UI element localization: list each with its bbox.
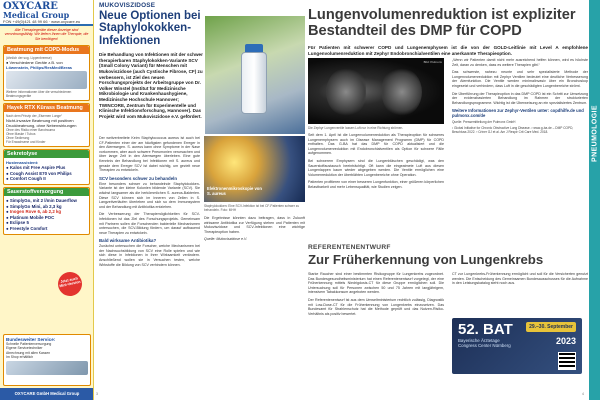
xray-image (308, 58, 444, 124)
body-paragraph: „Wenn wir Patienten damit nicht mehr ausreichend helfen können, wird es höchste Zeit, daran zu denken, dass es weitere Therapien gibt.“ (452, 58, 588, 67)
ad-item-text: Hustenassistent: (6, 160, 39, 166)
ad-service-line: Im Shop erhältlich (6, 355, 34, 360)
bat-year: 2023 (555, 336, 576, 346)
ad-note: Weitere Informationen über die verschiedenen Beatmungsgeräte (6, 90, 72, 99)
body-paragraph: Die Verbesserung der Therapiemöglichkeiten für SCV-Infektionen ist das Ziel des Forschungsprojekts. Gemeinsam mit Partnern sollen die Forschenden bakterielle Mechanismen untersuchen, die SCV-Bildung fördern, um darauf aufbauend neue Therapien zu entwickeln. (99, 212, 200, 235)
article-source: Quelle: Pressemitteilung der Pulmonx GmbH (452, 120, 516, 125)
ad-list-item: ● Freestyle Comfort (6, 225, 48, 231)
ad-list-item: ● Eclipse 5 (6, 220, 29, 226)
ad-item-text: SimplyGo, mit 2 l/min Dauerflow (9, 198, 77, 203)
ad-list-item (6, 65, 87, 70)
page-number-right: 4 (582, 392, 584, 396)
ad-list-item: ● Comfort Cough II (6, 176, 46, 182)
ad-list-item: ● SimplyGo Mini, ab 2,3 kg (6, 203, 62, 209)
body-paragraph: Der weitverbreitete Keim Staphylococcus aureus ist auch bei CF-Patienten einer der am häufigsten gefundenen Erreger in den Atemwegen. S. aureus kann ohne Symptome in der Nase vorkommen, aber auch schwere Pneumonien verursachen und über lange Zeit in den Atemwegen überleben. Eine gute Kenntnis der Behandlung bei Infektionen mit S. aureus und gerade dem Erreger SCV ist dabei wichtig, um gezielt neue Therapien zu entwickeln. (99, 136, 200, 173)
ad-footer: OXYCARE GmbH Medical Group (0, 388, 94, 400)
ad-service-line: Eigene Servicetechniker (6, 346, 43, 351)
bat-name: 52. BAT (458, 321, 513, 338)
body-paragraph: Zunächst untersuchen die Forscher, welche Mechanismen bei der Nachwuchsbildung von SCV eine Rolle spielen und wie sich diese in Infektionen in ihrer Wirksamkeit verändern. Anschließend wollen sie in Versuchen testen, welche Wirkstoffe die Bildung von SCV verhindern können. (99, 244, 200, 267)
body-paragraph: Eine besonders schwer zu behandelnde Staphylokokken-Variante ist der kleine Kolonien bildende Variante (SCV). Sie wächst langsamer als die herkömmlichen S. aureus-Bakterien. Diese SCV können sich im Inneren von Zellen in S. Langzeitverläufen überleben und sich so dem Immunsystem und der Behandlung mit Antibiotika entziehen. (99, 181, 200, 209)
ad-list-item: Ohne des Risiko einer Barotrauma (6, 128, 55, 133)
section-tab-text: PNEUMOLOGIE (591, 105, 599, 162)
inhaler-bottle (241, 52, 267, 114)
ad-item-text: Cough Assist E70 von Philips (9, 170, 72, 176)
body-paragraph: Starke Raucher sind einer bestimmten Risikogruppe für Lungenkrebs zugeordnet. Das Bundesgesundheitsministerium hat einen Referentenentwurf vorgelegt, der eine Früherkennung mittels Niedrigdosis-CT für diese Gruppe ermöglichen soll. Die Untersuchung soll für Personen zwischen 50 und 75 Jahren mit langjährigem, intensivem Tabakkonsum angeboten werden. (308, 272, 444, 295)
ventilator-device-image (6, 71, 87, 89)
ad-list-item: Druckbeatmung, ohne Nebenwirkungen (6, 123, 77, 129)
oxygen-device-image (6, 361, 88, 375)
body-paragraph: Das schwerste, nahezu neunte und sehr spezialisierte Methode der Lungenvolumenreduktion mit Zephyr Ventilen bedeutet eine deutliche Verbesserung der Atemfunktion. Die Ventile werden minimalinvasiv über ein Bronchoskop eingesetzt und verhindern, dass Luft in die geschädigten Lungenbereiche strömt. (452, 70, 588, 88)
article-column-1 (308, 272, 444, 319)
body-paragraph: CT zur Lungenkrebs-Früherkennung ermöglicht und soll für die Versicherten genutzt werden. Die Entscheidung des Gemeinsamen Bundesausschusses für die Aufnahme in den Leistungskatalog steht noch aus. (452, 272, 588, 286)
bat-venue: Congress Center Nürnberg (458, 343, 511, 349)
ad-box-title: Hayek RTX Kürass Beatmung (4, 104, 89, 112)
ad-list-item: ● Cough Assist E70 von Philips (6, 170, 72, 176)
ad-phone: FON +49(0)421 48 99 66 · www.oxycare.eu (3, 19, 81, 24)
ad-list-item: ● Inogen Rove 6, ab 2,2 kg (6, 209, 62, 215)
xray-caption: Die Zephyr Lungenventile lassen Luft nur in eine Richtung strömen. (308, 126, 404, 130)
article-lungenvolumenreduktion (308, 0, 588, 400)
ad-item-text: Eclipse 5 (9, 220, 29, 226)
body-paragraph: Die Überführung der Therapieoption in das DMP COPD ist ein Schritt zur Umsetzung der evidenzbasierten Behandlung im Rahmen der strukturierten Behandlungsprogramme. Wichtig ist die Überweisung an ein spezialisiertes Zentrum. (452, 91, 588, 105)
bat-subtitle: Bayerische Ärztetage (458, 338, 500, 343)
ad-header (0, 0, 93, 26)
ad-list-item: Ohne Sedierung (6, 136, 30, 141)
ad-box-title: Sauerstoffversorgung (4, 188, 89, 196)
article-column-1 (99, 136, 200, 270)
microscopy-caption: Staphylokokken: Eine SCV-Infektion ist bei CF-Patienten schwer zu behandeln. Foto: MHH (204, 204, 300, 212)
ad-service-box (3, 334, 91, 386)
ad-list-item: ● Kalos mit Free Aspire Plus (6, 165, 66, 171)
ad-box-subtitle: Nach dem Prinzip der „Eisernen Lunge“ (6, 114, 62, 119)
ad-box-beatmung (3, 45, 90, 101)
ad-box-sekretolyse (3, 149, 90, 185)
ad-service-title: Bundesweiter Service: (6, 337, 56, 342)
ad-list-item: Für Erwachsene und Kinder (6, 140, 46, 145)
ad-service-line: Abrechnung mit allen Kassen (6, 350, 51, 355)
body-paragraph: Bei schwerem Emphysem sind die Lungenbläschen geschädigt, was den Sauerstoffaustausch beeinträchtigt. Oft kann die eingeatmete Luft aus diesen Lungenlappen kaum wieder abgegeben werden. Die Ventile ermöglichen eine Volumenreduktion der überblähten Lungenbereiche ohne Operation. (308, 158, 444, 177)
ad-item-text: Comfort Cough II (9, 176, 46, 182)
ad-brand-sub: Medical Group (3, 10, 70, 20)
ad-list-item: Nicht-invasive Beatmung mit positiven (6, 118, 74, 124)
oxycare-advertisement (0, 0, 94, 400)
section-tab-label (589, 90, 600, 180)
references: ¹ Global Initiative for Chronic Obstructive Lung Disease. ² www.g-ba.de – DMP COPD, Beschluss 2022. ³ Criner GJ et al. Am J Respir Crit Care Med. 2018. (452, 126, 574, 135)
bat-date: 29.–30. September (526, 322, 576, 332)
xray-credit: Bild: Pulmonx (423, 60, 442, 64)
article-mukoviszidose (99, 0, 305, 400)
article-lead: Für Patienten mit schwerer COPD und Lungenemphysem ist die von der GOLD-Leitlinie mit Level A empfohlene Lungenvolumenreduktion mit Zephyr Endobronchialventilen eine anerkannte Therapieoption. (308, 45, 588, 56)
article-source: Quelle: Mukoviszidose e.V. (204, 237, 248, 242)
article-column-1 (308, 58, 444, 193)
ad-item-text: Kalos mit Free Aspire Plus (9, 165, 66, 171)
ad-service-line: Schnelle Patientenversorgung (6, 342, 52, 346)
article-title: Lungenvolumenreduktion ist expliziter Bestandteil des DMP für COPD (308, 7, 576, 39)
article-lead: Die Behandlung von Infektionen mit der schwer therapierbaren Staphylokokken-Variante SCV (Small Colony Variant) für Menschen mit Mukoviszidose (auch Cystische Fibrose, CF) zu verbessern, ist Ziel des neuen Forschungsprojekts der Arbeitsgruppe von Dr. Volker Winstel (Institut für Medizinische Mikrobiologie und Krankenhaushygiene, Medizinische Hochschule Hannover; TWINCORE, Zentrum für Experimentelle und Klinische Infektionsforschung, Hannover). Das Projekt wird vom Mukoviszidose e.V. gefördert. (99, 52, 203, 119)
ad-intro-text: Alle Therapiegeräte dieser Anzeige sind verordnungsfähig. Wir liefern Ihnen die Therapie, die Sie benötigen! (4, 28, 89, 41)
info-link[interactable]: Weitere Informationen zur Zephyr-Ventilen unter: copdhilfe.de und pulmonx.com/de (452, 108, 584, 119)
page-number-left: 3 (96, 392, 98, 396)
ad-list-item: ● Platinum Mobile POC (6, 214, 55, 220)
ad-box-title: Sekretolyse (4, 150, 89, 158)
microscopy-label: Elektronenmikroskopie von S. aureus (207, 186, 262, 196)
ad-brand-logo: OXYCARE (3, 1, 58, 12)
section-tab (589, 0, 600, 400)
ad-box-sauerstoff (3, 187, 90, 235)
qr-code-icon[interactable] (558, 352, 576, 370)
ad-list-item: ● Verschiedene Geräte z.B. von (6, 60, 63, 66)
section-subhead: SCV besonders schwer zu behandeln (99, 175, 178, 181)
article-kicker: MUKOVISZIDOSE (99, 2, 156, 9)
ad-list-item: Ohne Maske / Tubus (6, 132, 36, 137)
ad-box-title: Beatmung mit COPD-Modus (4, 46, 89, 54)
article-column-2 (452, 272, 588, 289)
body-paragraph: Der Referentenentwurf ist aus dem Umweltministerium rechtlich zulässig, Diagnostik mit Low-Dose-CT für die Früherkennung von Lungenkrebs einzusetzen. Das Bundesamt für Strahlenschutz hat die Methode geprüft und das Nutzen-Risiko-Verhältnis als positiv bewertet. (308, 297, 444, 316)
inhaler-photo (205, 16, 305, 134)
ad-stamp-badge: Jetzt auch Mini-Version (56, 270, 84, 298)
article-kicker: REFERENTENENTWURF (308, 244, 391, 251)
ad-item-text: Verschiedene Geräte z.B. von (9, 60, 63, 66)
article-column-2 (452, 58, 588, 134)
article-title: Zur Früherkennung von Lungenkrebs (308, 252, 544, 267)
ad-item-text: Inogen Rove 6, ab 2,2 kg (9, 209, 62, 215)
body-paragraph: Seit dem 1. April ist die Lungenvolumenreduktion als Therapieoption für schweres Lungenemphysem auch im Disease Management Programm (DMP) für COPD enthalten. Das G-BA hat das DMP für COPD aktualisiert und die Lungenvolumenreduktion mit Endobronchialventilen als Option für schwere Fälle aufgenommen. (308, 133, 444, 156)
article-title: Neue Optionen bei Staphylokokken-Infektionen (99, 10, 201, 47)
ad-item-text: Freestyle Comfort (9, 225, 48, 231)
body-paragraph: Die Ergebnisse könnten dazu beitragen, dass in Zukunft wirksame Antibiotika zur Verfügung stehen und Patienten mit Mukoviszidose und SCV-Infektionen eine wichtige Therapieoption haben. (204, 216, 305, 234)
ad-item-text: Löwenstein, Philips/ResMed/Breas (6, 65, 73, 71)
ad-box-subtitle: (ähnlich der sog. Lippenbremse) (6, 56, 52, 61)
ad-box-hayek (3, 103, 90, 147)
section-subhead: Bald wirksame Antibiotika? (99, 238, 157, 244)
ad-item-text: SimplyGo Mini, ab 2,3 kg (9, 203, 62, 209)
ad-list-item: ● SimplyGo, mit 2 l/min Dauerflow (6, 198, 77, 203)
bat-congress-ad[interactable] (452, 318, 582, 374)
article-column-2 (204, 216, 305, 245)
body-paragraph: Patienten profitieren von einer besseren Lungenfunktion, einer größeren körperlichen Belastbarkeit und mehr Lebensqualität, wie Studien zeigen. (308, 180, 444, 189)
ad-item-text: Platinum Mobile POC (9, 214, 55, 220)
